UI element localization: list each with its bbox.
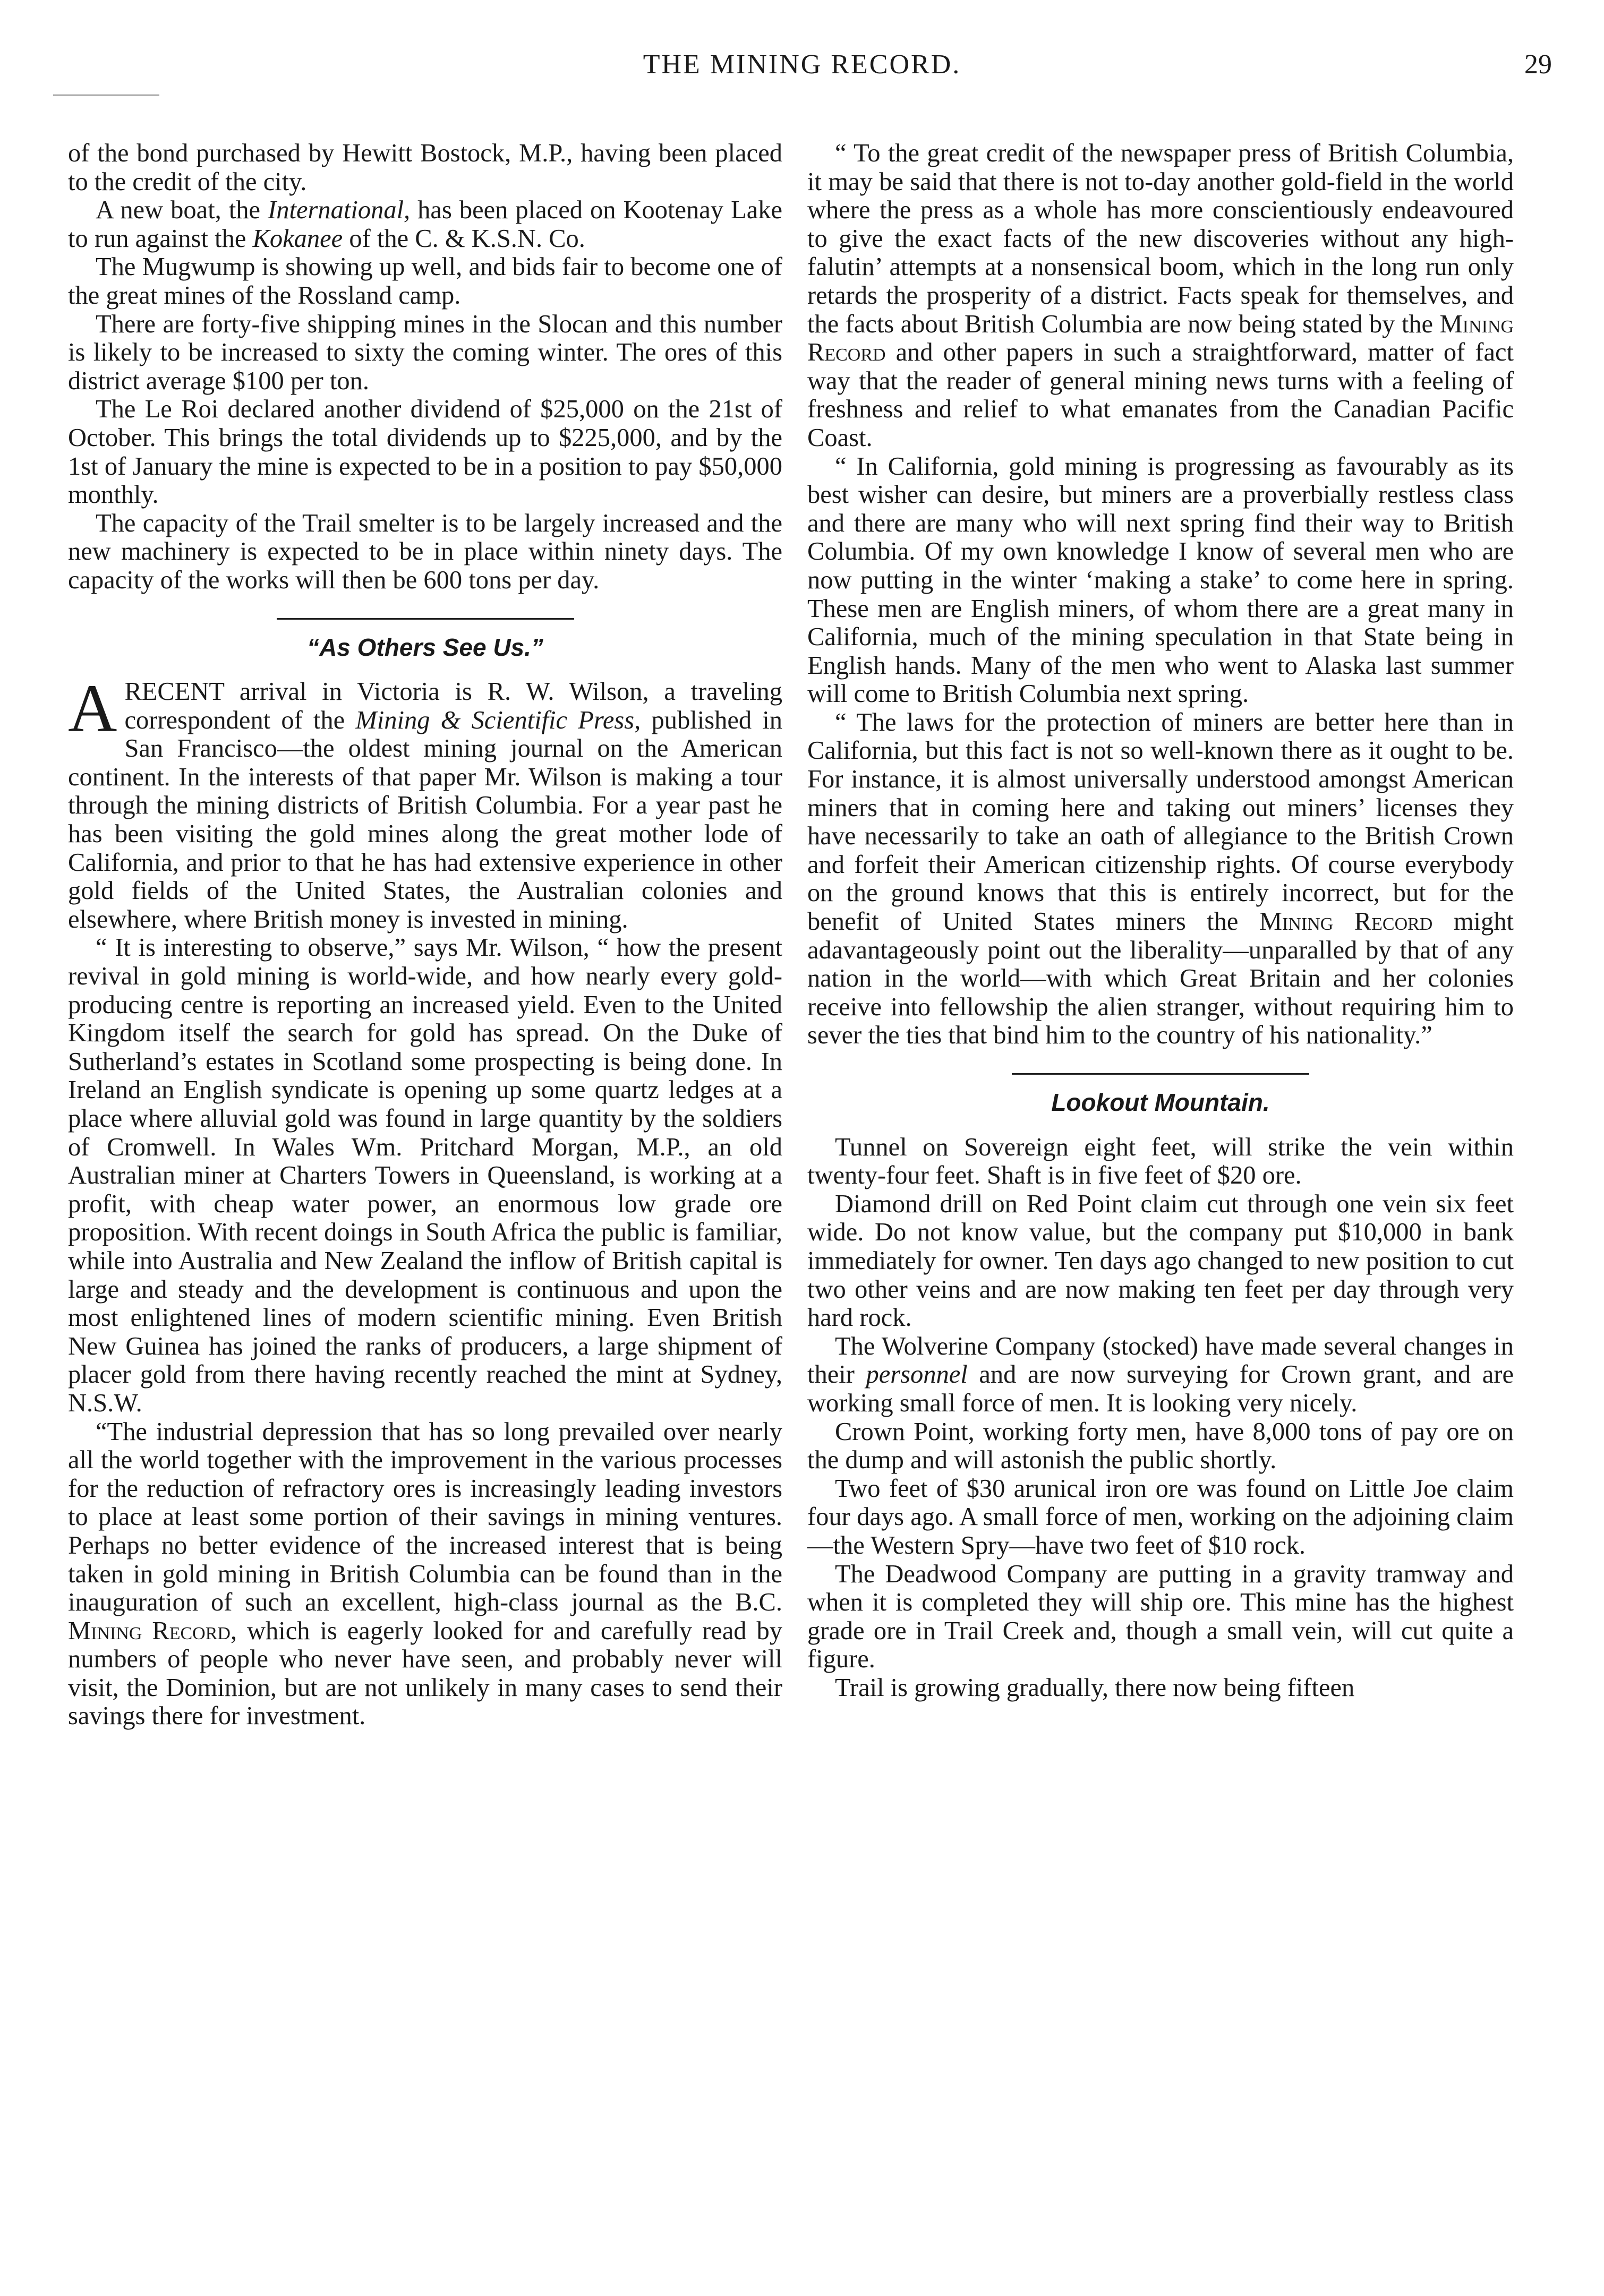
boat-name: Kokanee — [252, 224, 343, 253]
text-run: has been placed on Kootenay Lake to run against the — [68, 196, 782, 253]
right-column — [807, 139, 1514, 1702]
paragraph — [807, 708, 1514, 1050]
header-rule — [53, 95, 159, 96]
section-title: Lookout Mountain. — [1051, 1089, 1270, 1116]
paragraph — [807, 139, 1514, 452]
paragraph: of the bond purchased by Hewitt Bostock, M.P., having been placed to the credit of the city. — [68, 139, 782, 196]
section-title: “As Others See Us.” — [307, 633, 543, 661]
paragraph: The capacity of the Trail smelter is to be largely increased and the new machinery is expected to be in place within ninety days. The capacity of the works will then be 600 tons per day. — [68, 509, 782, 594]
text-run: “ The laws for the protection of miners are better here than in California, but this fact is not so well-known there as it ought to be. For instance, it is almost universally understood amongst American miners that in coming here and taking out miners’ licenses they have necessarily to take an oath of allegiance to the British Crown and forfeit their American citizenship rights. Of course everybody on the ground knows that this is entirely incorrect, but for the benefit of United States miners the — [807, 708, 1514, 936]
publication-name: Mining Record — [807, 310, 1514, 367]
boat-name: International, — [268, 196, 411, 225]
text-run: “The industrial depression that has so long prevailed over nearly all the world together with the improvement in the various processes for the reduction of refractory ores is increasingly leading investors to place at least some portion of their savings in mining ventures. Perhaps no better evidence of the increased interest that is being taken in gold mining in British Columbia can be found than in the inauguration of such an excellent, high-class journal as the B.C. — [68, 1417, 782, 1617]
paragraph: Diamond drill on Red Point claim cut through one vein six feet wide. Do not know value, but the company put $10,000 in bank immediately for owner. Ten days ago changed to new position to cut two other veins and are now making ten feet per day through very hard rock. — [807, 1189, 1514, 1332]
paragraph: Tunnel on Sovereign eight feet, will strike the vein within twenty-four feet. Shaft is in five feet of $20 ore. — [807, 1133, 1514, 1190]
section-divider — [277, 618, 574, 620]
paragraph: Trail is growing gradually, there now being fifteen — [835, 1673, 1355, 1702]
text-run: of the C. & K.S.N. Co. — [343, 224, 585, 253]
paragraph — [68, 196, 782, 253]
page-number: 29 — [1524, 49, 1552, 80]
paragraph: “ It is interesting to observe,” says Mr. Wilson, “ how the present revival in gold mining is world-wide, and how nearly every gold-producing centre is reporting an increased yield. Even to the United Kingdom itself the search for gold has spread. On the Duke of Sutherland’s estates in Scotland some prospecting is being done. In Ireland an English syndicate is opening up some quartz ledges at a place where alluvial gold was found in large quantity by the soldiers of Cromwell. In Wales Wm. Pritchard Morgan, M.P., an old Australian miner at Charters Towers in Queensland, is working at a profit, with cheap water power, an enormous low grade ore proposition. With recent doings in South Africa the public is familiar, while into Australia and New Zealand the inflow of British capital is large and steady and the development is continuous and upon the most enlightened lines of modern scientific mining. Even British New Guinea has joined the ranks of producers, a large shipment of placer gold from there having recently reached the mint at Sydney, N.S.W. — [68, 933, 782, 1417]
text-run: The Wolverine Company (stocked) have made several changes in their — [807, 1332, 1514, 1389]
paragraph: The Mugwump is showing up well, and bids fair to become one of the great mines of the Rossland camp. — [68, 253, 782, 310]
paragraph: There are forty-five shipping mines in the Slocan and this number is likely to be increased to sixty the coming winter. The ores of this district average $100 per ton. — [68, 310, 782, 395]
paragraph: Two feet of $30 arunical iron ore was found on Little Joe claim four days ago. A small force of men, working on the adjoining claim—the Western Spry—have two feet of $10 rock. — [807, 1474, 1514, 1560]
running-header: THE MINING RECORD. — [643, 49, 961, 80]
text-run: and other papers in such a straightforward, matter of fact way that the reader of general mining news turns with a feeling of freshness and relief to what emanates from the Canadian Pacific Coast. — [807, 338, 1514, 452]
text-run: “ To the great credit of the newspaper press of British Columbia, it may be said that there is not to-day another gold-field in the world where the press as a whole has more conscientiously endeavoured to give the exact facts of the new discoveries without any high-falutin’ attempts at a nonsensical boom, which in the long run only retards the prosperity of a district. Facts speak for themselves, and the facts about British Columbia are now being stated by the — [807, 139, 1514, 338]
section-divider — [1012, 1073, 1309, 1075]
text-run: published in San Francisco—the oldest mining journal on the American continent. In the interests of that paper Mr. Wilson is making a tour through the mining districts of British Columbia. For a year past he has been visiting the gold mines along the great mother lode of California, and prior to that he has had extensive experience in other gold fields of the United States, the Australian colonies and elsewhere, where British money is invested in mining. — [68, 706, 783, 933]
paragraph: Crown Point, working forty men, have 8,000 tons of pay ore on the dump and will astonish the public shortly. — [807, 1417, 1514, 1475]
paragraph: The Le Roi declared another dividend of $25,000 on the 21st of October. This brings the total dividends up to $225,000, and by the 1st of January the mine is expected to be in a position to pay $50,000 monthly. — [68, 395, 782, 509]
text-run: RECENT arrival in Victoria is R. W. Wilson, a traveling correspondent of the — [124, 678, 782, 734]
paragraph — [68, 671, 783, 933]
text-run: and are now surveying for Crown grant, and are working small force of men. It is looking very nicely. — [807, 1360, 1514, 1417]
paragraph: The Deadwood Company are putting in a gravity tramway and when it is completed they will ship ore. This mine has the highest grade ore in Trail Creek and, though a small vein, will cut quite a figure. — [807, 1560, 1514, 1674]
paragraph — [68, 1418, 782, 1731]
text-run: might adavantageously point out the liberality—unparalled by that of any nation in the world—with which Great Britain and her colonies receive into fellowship the alien stranger, without requiring him to sever the ties that bind him to the country of his nationality.” — [807, 907, 1514, 1050]
italic-term: personnel — [866, 1360, 968, 1389]
text-run: which is eagerly looked for and carefully read by numbers of people who never have seen, and probably never will visit, the Dominion, but are not unlikely in many cases to send their savings there for investment. — [68, 1616, 782, 1730]
publication-name: Mining Record, — [68, 1616, 237, 1645]
text-run: A new boat, the — [96, 196, 268, 225]
drop-cap: A — [68, 671, 117, 747]
paragraph — [807, 1332, 1514, 1418]
publication-name: Mining Record — [1259, 907, 1433, 936]
paragraph: “ In California, gold mining is progressing as favourably as its best wisher can desire, but miners are a proverbially restless class and there are many who will next spring find their way to British Columbia. Of my own knowledge I know of several men who are now putting in the winter ‘making a stake’ to come here in spring. These men are English miners, of whom there are a great many in California, much of the mining speculation in that State being in English hands. Many of the men who went to Alaska last summer will come to British Columbia next spring. — [807, 452, 1514, 708]
left-column — [68, 139, 782, 1730]
journal-name: Mining & Scientific Press, — [355, 706, 641, 734]
